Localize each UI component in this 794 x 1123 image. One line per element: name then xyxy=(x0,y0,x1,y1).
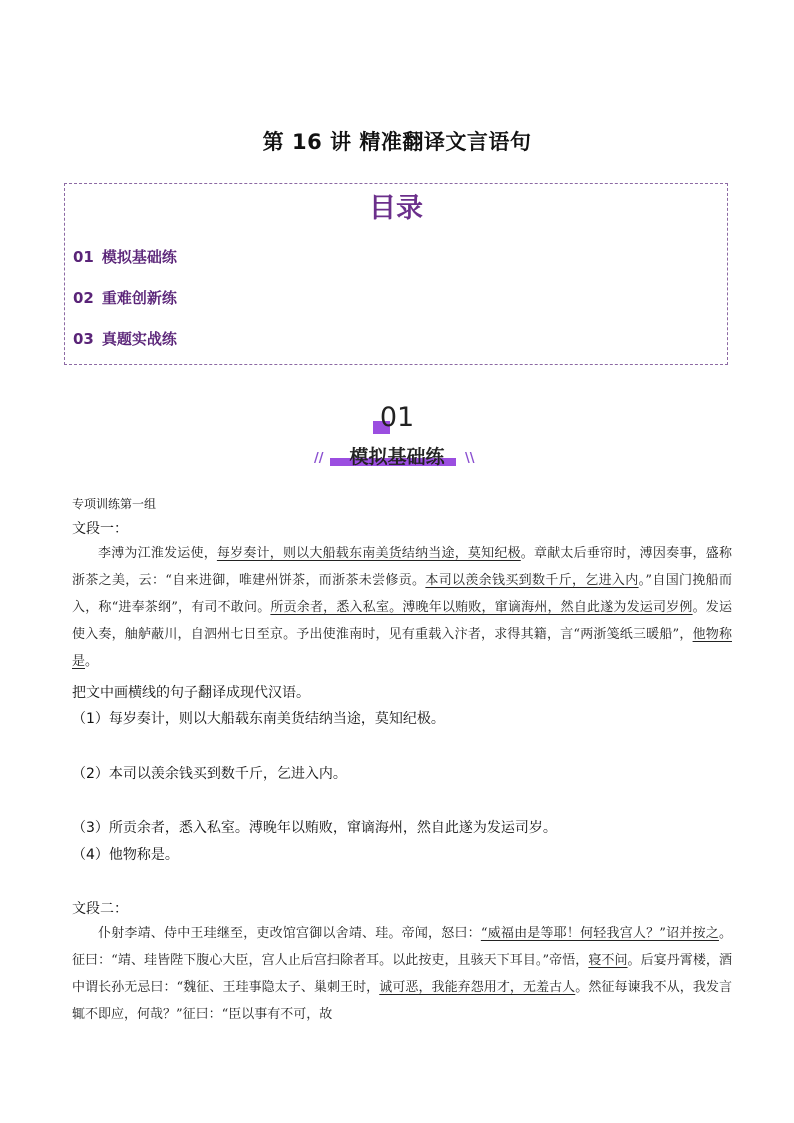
table-of-contents xyxy=(64,183,728,365)
text-run: 仆射李靖、侍中王珪继至，吏改馆宫御以舍靖、珪。帝闻，怒曰： xyxy=(98,926,481,941)
section-left-mark: // xyxy=(314,451,324,466)
toc-item-num: 03 xyxy=(73,330,94,348)
text-run: 。章献太后垂帘时，溥因奏事，盛称浙茶之美，云：“自来进御，唯建州饼茶，而浙茶未尝修贡。 xyxy=(72,546,732,588)
text-run: 。然征每谏我不从，我发言辄不即应，何哉？”征曰：“臣以事有不可，故 xyxy=(72,980,732,1022)
toc-item-num: 02 xyxy=(73,289,94,307)
page-title: 第 16 讲 精准翻译文言语句 xyxy=(262,130,532,154)
toc-item-2[interactable] xyxy=(73,287,177,308)
underlined-sentence: 本司以羡余钱买到数千斤，乞进入内 xyxy=(425,573,639,588)
segment-2-text xyxy=(72,920,732,1028)
section-title: 模拟基础练 xyxy=(349,446,445,468)
text-run: 。”自国门挽船而入，称“进奉茶纲”，有司不敢问。 xyxy=(72,573,732,615)
question-4: （4）他物称是。 xyxy=(72,847,179,863)
underlined-sentence: 所贡余者，悉入私室。溥晚年以贿败，窜谪海州，然自此遂为发运司岁例 xyxy=(270,600,693,615)
toc-item-num: 01 xyxy=(73,248,94,266)
segment-1-text xyxy=(72,540,732,675)
text-run: 。 xyxy=(85,654,99,669)
section-right-mark: \\ xyxy=(465,451,475,466)
toc-item-label: 重难创新练 xyxy=(101,289,177,307)
text-run: 。发运使入奏，舳舻蔽川，自泗州七日至京。予出使淮南时，见有重载入汴者，求得其籍，言“两浙笺纸三暖船”， xyxy=(72,600,732,642)
text-run: 。后宴丹霄楼，酒中谓长孙无忌曰：“魏征、王珪事隐太子、巢刺王时， xyxy=(72,953,732,995)
text-run: 。征曰：“靖、珪皆陛下腹心大臣，宫人止后宫扫除者耳。以此按吏，且骇天下耳目。”帝悟， xyxy=(72,926,732,968)
toc-item-label: 模拟基础练 xyxy=(101,248,177,266)
segment-1-label: 文段一： xyxy=(72,521,128,537)
toc-item-1[interactable] xyxy=(73,246,177,267)
toc-heading: 目录 xyxy=(369,193,423,224)
group-heading: 专项训练第一组 xyxy=(72,497,157,511)
instruction: 把文中画横线的句子翻译成现代汉语。 xyxy=(72,685,310,701)
underlined-sentence: 他物称是 xyxy=(72,627,732,669)
question-2: （2）本司以羡余钱买到数千斤，乞进入内。 xyxy=(72,766,347,782)
text-run: 李溥为江淮发运使， xyxy=(98,546,217,561)
question-3: （3）所贡余者，悉入私室。溥晚年以贿败，窜谪海州，然自此遂为发运司岁。 xyxy=(72,820,557,836)
underlined-sentence: 诚可恶，我能弃怨用才，无羞古人 xyxy=(379,980,576,995)
underlined-sentence: 每岁奏计，则以大船载东南美货结纳当途，莫知纪极 xyxy=(216,546,521,561)
question-1: （1）每岁奏计，则以大船载东南美货结纳当途，莫知纪极。 xyxy=(72,711,445,727)
toc-item-3[interactable] xyxy=(73,328,177,349)
toc-item-label: 真题实战练 xyxy=(101,330,177,348)
underlined-sentence: 寝不问 xyxy=(588,953,628,968)
underlined-sentence: “威福由是等耶！何轻我宫人？”诏并按之 xyxy=(480,926,719,941)
segment-2-label: 文段二： xyxy=(72,901,128,917)
section-number: 01 xyxy=(379,402,415,433)
